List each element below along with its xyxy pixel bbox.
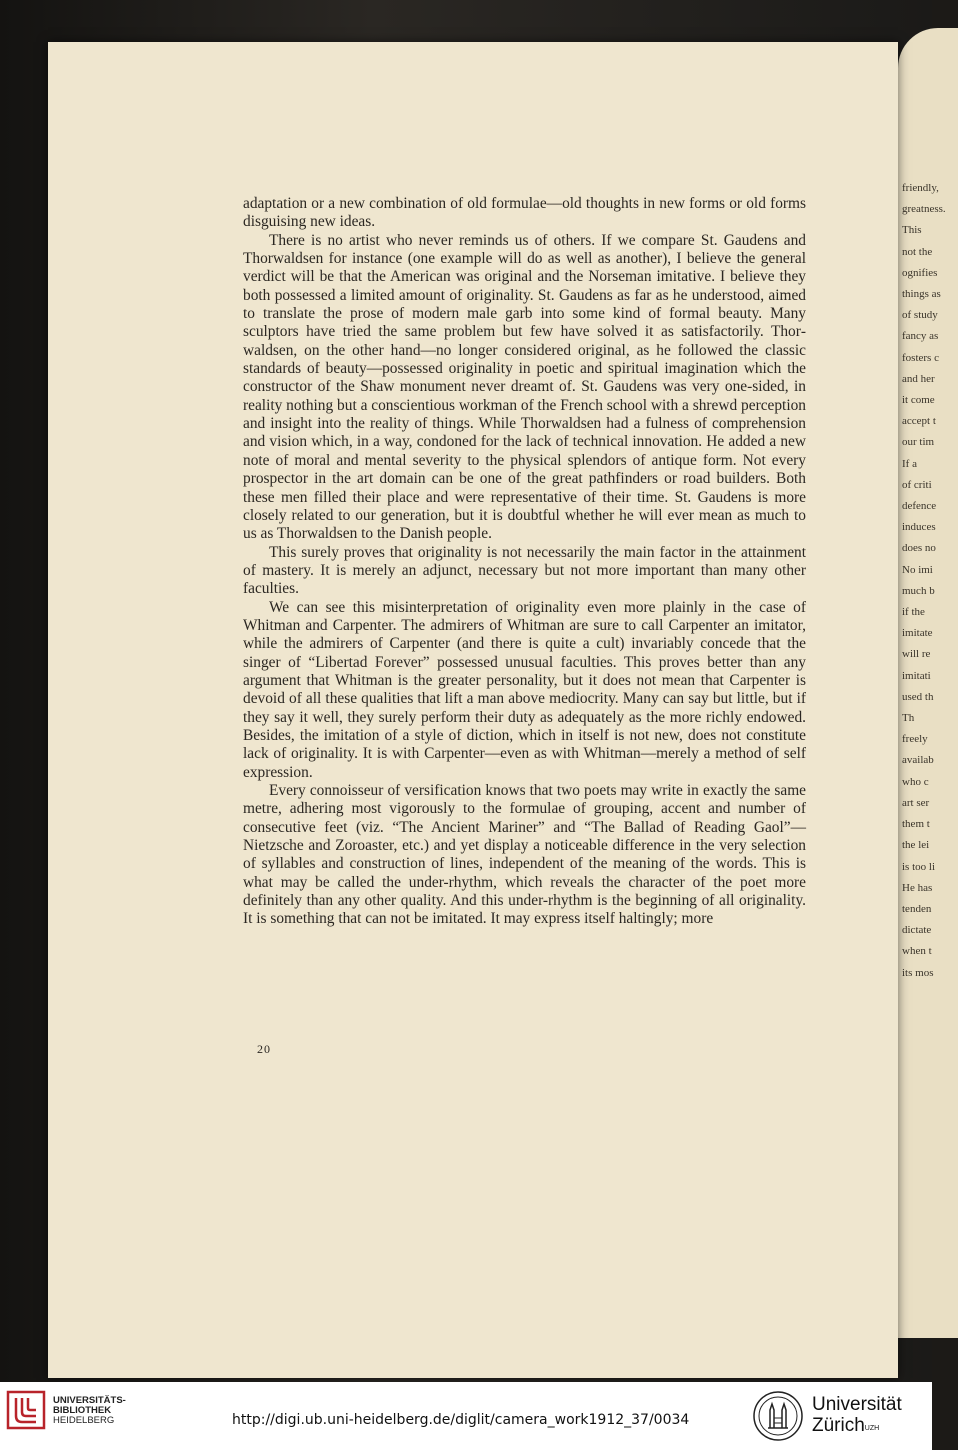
next-page-fragment: He has [902,881,933,894]
page-body [243,195,806,929]
next-page-fragment: is too li [902,860,936,873]
permalink-url[interactable]: http://digi.ub.uni-heidelberg.de/diglit/camera_work1912_37/0034 [232,1412,690,1428]
next-page-fragment: if the [902,606,925,619]
next-page-fragment: No imi [902,563,933,576]
next-page-fragment: imitati [902,669,931,682]
next-page-fragment: of study [902,309,938,322]
paragraph: There is no artist who never reminds us of others. If we compare St. Gaudens and Thorwaldsen for instance (one example will do as well as another), I believe the general verdict will be that the American was original and the Norseman imitative. I believe they both possessed a limited amount of originality. St. Gaudens as far as he understood, aimed to translate the prose of modern male garb into some kind of formal beauty. Many sculptors have tried the same problem but few have solved it as satisfactorily. Thorwaldsen, on the other hand—no longer considered original, as he followed the classic standards of beauty—possessed originality in poetic and spiritual imagination which the constructor of the Shaw monument never dreamt of. St. Gaudens was very one-sided, in reality nothing but a conscientious workman of the French school with a shrewd perception and insight into the reality of things. While Thorwaldsen had a fulness of comprehension and vision which, in a way, condoned for the lack of technical innovation. He added a new note of moral and mental severity to the physical splendors of antique form. Not every prospector in the art domain can be one of the great pathfinders or road builders. Both these men filled their place and were representative of their time. St. Gaudens is more closely related to our generation, but it is doubtful whether he will ever mean as much to us as Thorwaldsen to the Danish people. [243,231,806,543]
uzh-name-line: Universität [812,1394,902,1415]
paragraph: We can see this misinterpretation of originality even more plainly in the case of Whitman and Carpenter. The admirers of Whitman are sure to call Carpenter an imitator, while the admirers of Carpenter (and there is quite a cult) invariably concede that the singer of “Libertad Forever” possessed unusual faculties. This proves better than any argument that Whitman is the greater personality, but it does not mean that Carpenter is devoid of all these qualities that lift a man above mediocrity. Many can say but little, but if they say it well, they surely perform their duty as adequately as the more richly endowed. Besides, the imitation of a style of diction, which in itself is not new, does not constitute lack of originality. It is with Carpenter—even as with Whitman—merely a method of self expression. [243,598,806,781]
next-page-fragment: induces [902,521,936,534]
next-page-fragment: who c [902,775,929,788]
library-name-line: BIBLIOTHEK [53,1405,112,1416]
next-page-fragment: will re [902,648,931,661]
next-page-fragment: ognifies [902,266,938,279]
next-page-fragment: things as [902,288,941,301]
next-page-fragment: our tim [902,436,935,449]
next-page-fragment: much b [902,584,935,597]
uzh-superscript: UZH [864,1425,880,1432]
next-page-fragment: freely [902,733,928,746]
next-page-edge [898,28,958,1338]
next-page-fragment: greatness. [902,203,946,216]
library-name-line: HEIDELBERG [53,1415,115,1426]
next-page-fragment: imitate [902,627,933,640]
next-page-fragment: art ser [902,796,930,809]
viewer-footer [0,1382,932,1450]
library-name [53,1396,126,1426]
next-page-fragment: not the [902,245,933,258]
next-page-fragment: the lei [902,839,930,852]
next-page-fragment: of criti [902,478,932,491]
next-page-fragment: accept t [902,415,936,428]
next-page-text [902,178,946,984]
next-page-fragment: used th [902,690,934,703]
next-page-fragment: fancy as [902,330,939,343]
uzh-name-line: Zürich [812,1415,865,1436]
paragraph: This surely proves that originality is not necessarily the main factor in the attainment of mastery. It is merely an adjunct, necessary but not more important than many other faculties. [243,543,806,598]
next-page-fragment: fosters c [902,351,939,364]
next-page-fragment: This [902,224,922,237]
library-name-line: UNIVERSITÄTS- [53,1395,126,1406]
next-page-fragment: friendly, [902,182,939,194]
next-page-fragment: it come [902,394,935,407]
next-page-fragment: availab [902,754,934,767]
next-page-fragment: them t [902,818,930,831]
next-page-fragment: dictate [902,924,932,937]
ub-heidelberg-logo-icon [6,1390,46,1430]
next-page-fragment: when t [902,945,932,958]
uzh-seal-icon [752,1390,804,1442]
paragraph: adaptation or a new combination of old formulae—old thoughts in new forms or old forms disguising new ideas. [243,195,806,231]
page-number: 20 [257,1042,271,1056]
uzh-name [812,1394,902,1436]
next-page-fragment: its mos [902,966,934,979]
next-page-fragment: defence [902,500,937,513]
paragraph: Every connoisseur of versification knows that two poets may write in exactly the same metre, adhering most vigorously to the formulae of grouping, accent and number of consecutive feet (viz. “The Ancient Mariner” and “The Ballad of Reading Gaol”—Nietzsche and Zoroaster, etc.) and yet display a noticeable difference in the very selection of syllables and construction of lines, independent of the meaning of the words. This is what may be called the under-rhythm, which reveals the character of the poet more definitely than any other quality. And this under-rhythm is the beginning of all originality. It is something that can not be imitated. It may express itself haltingly; more [243,782,806,928]
next-page-fragment: Th [902,712,915,725]
next-page-fragment: does no [902,542,936,555]
next-page-fragment: If a [902,457,917,470]
next-page-fragment: and her [902,372,935,385]
next-page-fragment: tenden [902,902,932,915]
